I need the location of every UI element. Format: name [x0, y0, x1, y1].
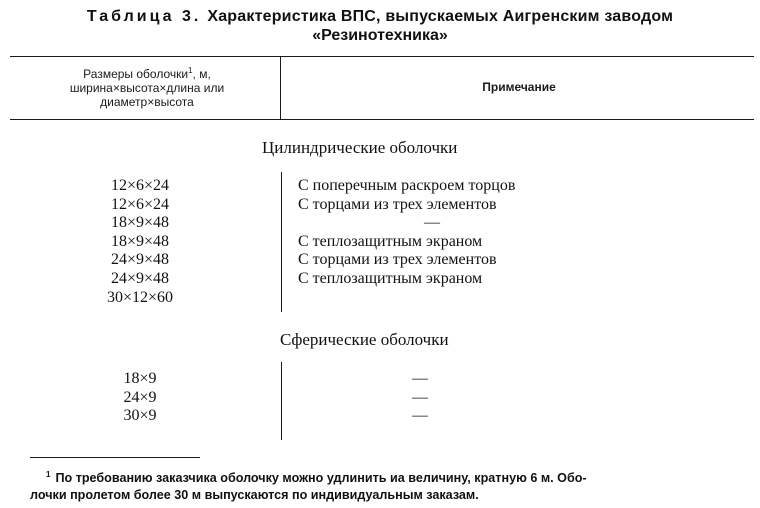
note-cell: —: [412, 407, 428, 425]
footnote-line2: лочки пролетом более 30 м выпускаются по индивидуальным заказам.: [30, 488, 479, 503]
size-cell: 12×6×24: [110, 195, 170, 213]
table-title-text: Характеристика ВПС, выпускаемых Аигренским заводом: [207, 8, 674, 25]
note-cell: —: [412, 388, 428, 406]
footnote: [30, 466, 754, 504]
note-cell: —: [412, 370, 428, 387]
cylindrical-sizes-list: [40, 177, 240, 307]
size-cell: 12×6×24: [110, 177, 170, 194]
size-cell: 24×9×48: [110, 251, 170, 269]
table-title-line2: «Резинотехника»: [312, 27, 448, 44]
note-cell: —: [424, 214, 440, 232]
column-header-sizes-line2: ширина×высота×длина или: [69, 81, 225, 95]
size-cell: 24×9: [123, 388, 157, 406]
header-column-divider: [280, 57, 281, 119]
size-cell: 18×9×48: [110, 232, 170, 250]
cylindrical-notes-list: [298, 177, 598, 307]
table-title-line1: [0, 7, 760, 27]
table-top-rule: [10, 56, 754, 57]
column-header-note: Примечание: [482, 80, 556, 94]
section-heading-cylindrical: Цилиндрические оболочки: [262, 138, 458, 157]
column-header-sizes-line1: Размеры оболочки$^1$, м,: [83, 66, 211, 81]
column-header-sizes: [14, 64, 280, 109]
size-cell: 24×9×48: [110, 269, 170, 287]
table-label: Таблица 3.: [86, 8, 202, 25]
section-heading-spherical: Сферические оболочки: [280, 330, 449, 349]
footnote-line1: $^1$ По требованию заказчика оболочку можно удлинить иа величину, кратную 6 м. Обо-: [46, 470, 587, 486]
spherical-notes-list: [298, 370, 598, 426]
note-cell: С торцами из трех элементов: [298, 251, 497, 269]
size-cell: 30×9: [123, 407, 157, 425]
footnote-rule: [30, 457, 200, 458]
note-cell: С теплозащитным экраном: [298, 232, 483, 250]
size-cell: 30×12×60: [106, 288, 174, 306]
footnote-reference: 1: [188, 66, 193, 75]
spherical-sizes-list: [40, 370, 240, 426]
spherical-column-divider: [281, 362, 282, 440]
size-cell: 18×9×48: [110, 214, 170, 232]
note-cell: [298, 289, 598, 308]
table-header-rule: [10, 119, 754, 120]
cylindrical-column-divider: [281, 172, 282, 312]
size-cell: 18×9: [123, 370, 157, 387]
note-cell: С поперечным раскроем торцов: [298, 177, 516, 194]
footnote-mark: 1: [46, 470, 51, 479]
note-cell: С теплозащитным экраном: [298, 269, 483, 287]
note-cell: С торцами из трех элементов: [298, 195, 497, 213]
column-header-sizes-line3: диаметр×высота: [100, 95, 194, 109]
